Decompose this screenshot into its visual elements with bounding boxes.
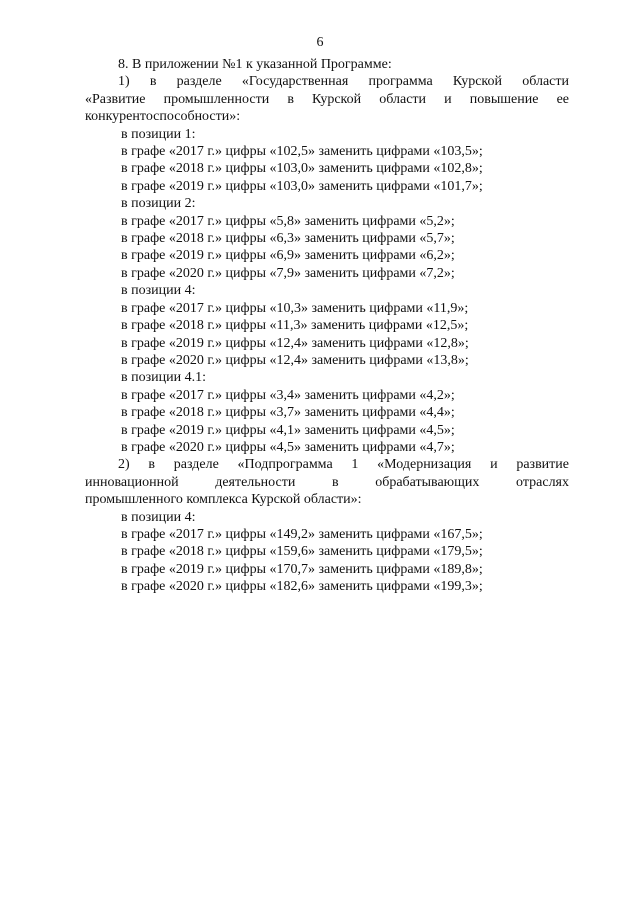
replacement-line: в графе «2018 г.» цифры «11,3» заменить цифрами «12,5»; [121, 318, 469, 334]
replacement-line: в графе «2017 г.» цифры «149,2» заменить цифрами «167,5»; [121, 526, 483, 542]
section1-line-3: конкурентоспособности»: [85, 109, 241, 125]
replacement-line: в графе «2019 г.» цифры «6,9» заменить цифрами «6,2»; [121, 248, 455, 264]
replacement-line: в графе «2019 г.» цифры «170,7» заменить цифрами «189,8»; [121, 561, 483, 577]
replacement-line: в графе «2017 г.» цифры «5,8» заменить цифрами «5,2»; [121, 213, 455, 229]
replacement-line: в графе «2017 г.» цифры «3,4» заменить цифрами «4,2»; [121, 387, 455, 403]
paragraph-intro: 8. В приложении №1 к указанной Программе: [118, 57, 392, 72]
position-heading: в позиции 1: [121, 126, 196, 142]
section2-line-3: промышленного комплекса Курской области»: [85, 492, 362, 508]
replacement-line: в графе «2018 г.» цифры «3,7» заменить цифрами «4,4»; [121, 405, 455, 421]
replacement-line: в графе «2020 г.» цифры «4,5» заменить цифрами «4,7»; [121, 439, 455, 455]
replacement-line: в графе «2018 г.» цифры «159,6» заменить цифрами «179,5»; [121, 544, 483, 560]
position-heading: в позиции 2: [121, 196, 196, 212]
replacement-line: в графе «2019 г.» цифры «4,1» заменить цифрами «4,5»; [121, 422, 455, 438]
section1-positions [85, 126, 569, 457]
replacement-line: в графе «2018 г.» цифры «103,0» заменить цифрами «102,8»; [121, 161, 483, 177]
section1-line-1: 1) в разделе «Государственная программа Курской области [118, 74, 569, 90]
replacement-line: в графе «2019 г.» цифры «12,4» заменить цифрами «12,8»; [121, 335, 469, 351]
replacement-line: в графе «2020 г.» цифры «12,4» заменить цифрами «13,8»; [121, 352, 469, 368]
document-body [85, 56, 569, 596]
section1-line-2: «Развитие промышленности в Курской области и повышение ее [85, 91, 569, 107]
section2-positions [85, 509, 569, 596]
section2-line-2: инновационной деятельности в обрабатывающих отраслях [85, 474, 569, 490]
position-heading: в позиции 4.1: [121, 370, 206, 386]
replacement-line: в графе «2017 г.» цифры «10,3» заменить цифрами «11,9»; [121, 300, 469, 316]
position-heading: в позиции 4: [121, 509, 196, 525]
position-heading: в позиции 4: [121, 283, 196, 299]
replacement-line: в графе «2019 г.» цифры «103,0» заменить цифрами «101,7»; [121, 178, 483, 194]
replacement-line: в графе «2020 г.» цифры «182,6» заменить цифрами «199,3»; [121, 579, 483, 595]
page-number: 6 [316, 35, 324, 50]
section2-line-1: 2) в разделе «Подпрограмма 1 «Модернизация и развитие [118, 457, 569, 473]
replacement-line: в графе «2018 г.» цифры «6,3» заменить цифрами «5,7»; [121, 231, 455, 247]
replacement-line: в графе «2020 г.» цифры «7,9» заменить цифрами «7,2»; [121, 265, 455, 281]
replacement-line: в графе «2017 г.» цифры «102,5» заменить цифрами «103,5»; [121, 144, 483, 160]
